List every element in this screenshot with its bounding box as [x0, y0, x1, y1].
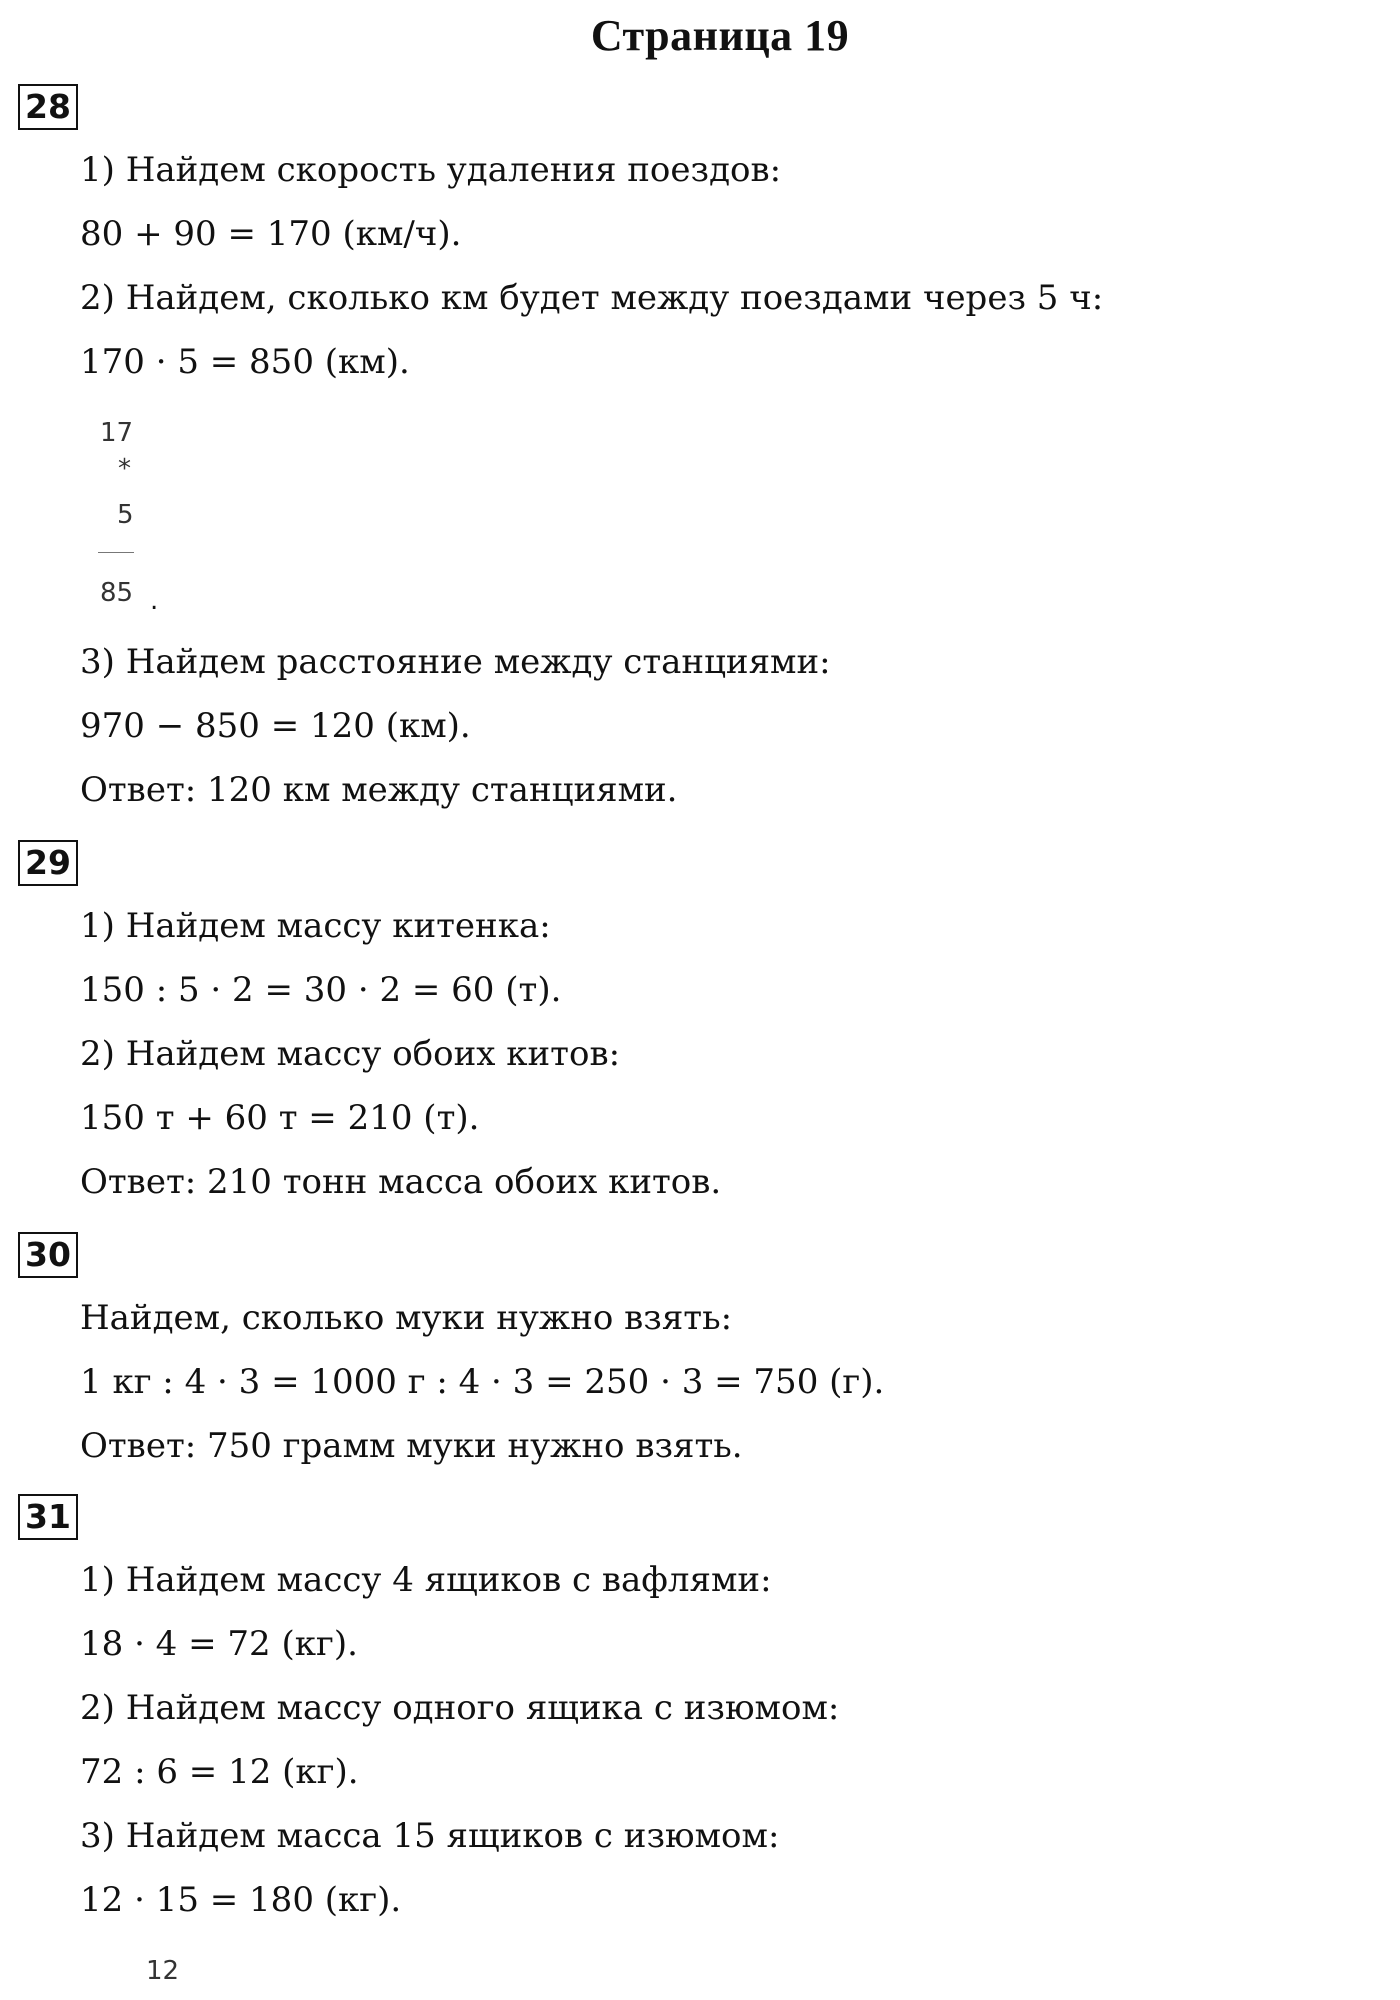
solution-line: 72 : 6 = 12 (кг).: [80, 1752, 359, 1792]
solution-line: 2) Найдем массу обоих китов:: [80, 1034, 621, 1074]
column-calc-rule: [98, 552, 134, 553]
answer-line: Ответ: 120 км между станциями.: [80, 770, 678, 810]
solution-line: 150 : 5 · 2 = 30 · 2 = 60 (т).: [80, 970, 562, 1010]
solution-line: 80 + 90 = 170 (км/ч).: [80, 214, 462, 254]
column-calc-bottom: 5: [117, 500, 134, 530]
solution-line: 2) Найдем массу одного ящика с изюмом:: [80, 1688, 840, 1728]
column-calc-result: 85: [100, 578, 134, 608]
task-number: 28: [18, 84, 78, 130]
solution-line: 1) Найдем скорость удаления поездов:: [80, 150, 782, 190]
solution-line: 170 · 5 = 850 (км).: [80, 342, 410, 382]
solution-line: 1) Найдем массу 4 ящиков с вафлями:: [80, 1560, 772, 1600]
solution-line: 18 · 4 = 72 (кг).: [80, 1624, 358, 1664]
task-number: 30: [18, 1232, 78, 1278]
solution-line: 1 кг : 4 · 3 = 1000 г : 4 · 3 = 250 · 3 = 750 (г).: [80, 1362, 885, 1402]
column-calc-top: 17: [100, 418, 134, 448]
solution-line: 970 − 850 = 120 (км).: [80, 706, 471, 746]
solution-line: Найдем, сколько муки нужно взять:: [80, 1298, 733, 1338]
column-calc-top: 12: [146, 1956, 180, 1986]
solution-line: 150 т + 60 т = 210 (т).: [80, 1098, 480, 1138]
solution-line: 3) Найдем расстояние между станциями:: [80, 642, 831, 682]
task-number: 29: [18, 840, 78, 886]
task-number: 31: [18, 1494, 78, 1540]
solution-line: 1) Найдем массу китенка:: [80, 906, 551, 946]
page-title: Страница 19: [590, 11, 850, 60]
solution-line: 3) Найдем масса 15 ящиков с изюмом:: [80, 1816, 780, 1856]
column-calc-result-suffix: .: [150, 586, 159, 616]
solution-line: 12 · 15 = 180 (кг).: [80, 1880, 402, 1920]
answer-line: Ответ: 210 тонн масса обоих китов.: [80, 1162, 722, 1202]
column-calc-operator: *: [118, 454, 131, 484]
answer-line: Ответ: 750 грамм муки нужно взять.: [80, 1426, 743, 1466]
solution-line: 2) Найдем, сколько км будет между поездами через 5 ч:: [80, 278, 1104, 318]
